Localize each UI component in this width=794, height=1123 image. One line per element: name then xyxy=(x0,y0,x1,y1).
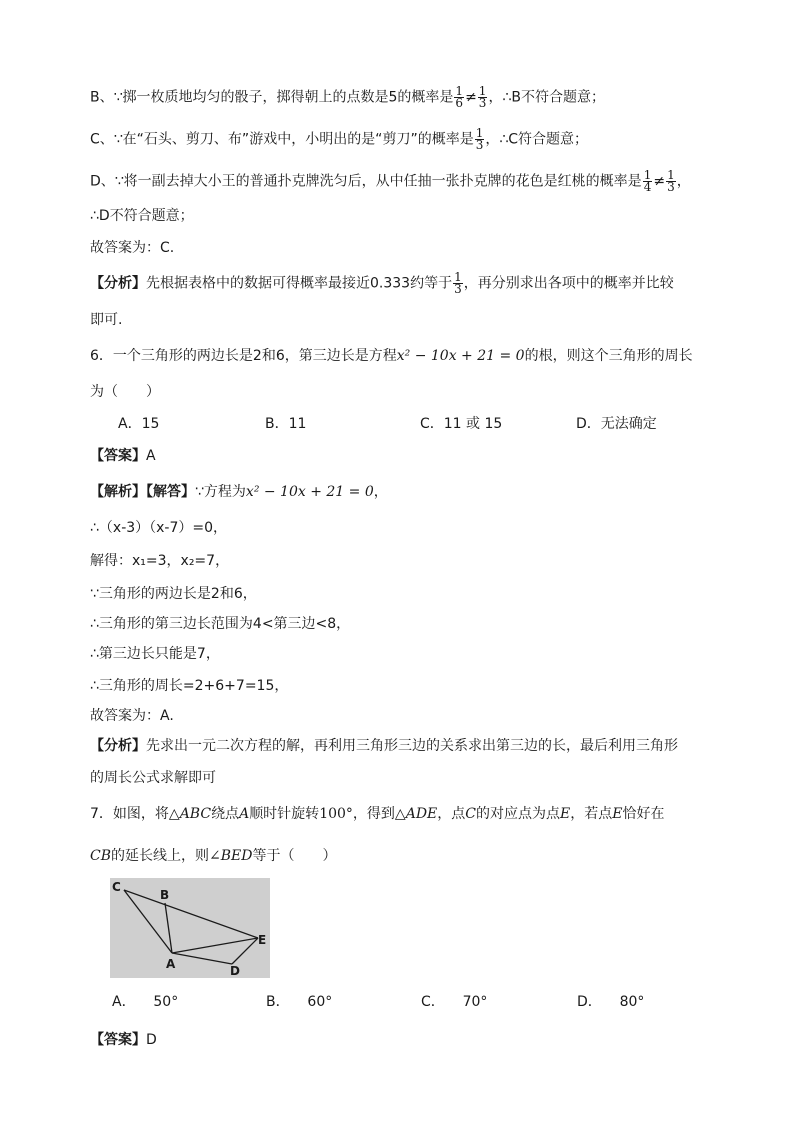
fraction: $\frac{1}{4}$ xyxy=(643,168,652,194)
label-a: A xyxy=(166,957,176,971)
solution-step: ∴第三边长只能是7， xyxy=(90,646,220,662)
solution-step: ∴（x-3）（x-7）=0， xyxy=(90,520,228,536)
fraction: $\frac{1}{3}$ xyxy=(667,168,675,194)
q6-option-b: B．11 xyxy=(265,416,307,432)
q7-option-d: D． 80° xyxy=(577,994,645,1010)
label-b: B xyxy=(160,888,170,902)
segment-ad xyxy=(172,953,232,964)
analysis-q6: 【分析】先求出一元二次方程的解，再利用三角形三边的关系求出第三边的长，最后利用三角形 xyxy=(90,738,678,754)
fraction: $\frac{1}{3}$ xyxy=(454,270,462,296)
option-c-explanation: C、∵在“石头、剪刀、布”游戏中，小明出的是“剪刀”的概率是 $\frac{1}{3}$ ，∴C符合题意； xyxy=(90,126,589,152)
analysis-q5-line2: 即可. xyxy=(90,312,123,328)
q6-option-a: A．15 xyxy=(118,416,160,432)
answer-q7: 【答案】D xyxy=(90,1032,157,1048)
triangle-diagram xyxy=(110,878,270,978)
q6-option-d: D．无法确定 xyxy=(576,416,657,432)
question-6-line2: 为（ ） xyxy=(90,384,160,400)
label-d: D xyxy=(230,964,240,978)
fraction: $\frac{1}{6}$ xyxy=(455,84,464,110)
question-7-line2: CB的延长线上，则∠BED等于（ ） xyxy=(90,848,337,864)
segment-ce xyxy=(124,890,258,938)
equation: x² − 10x + 21 = 0 xyxy=(245,484,374,500)
q7-option-c: C． 70° xyxy=(421,994,488,1010)
option-d-conclusion: ∴D不符合题意； xyxy=(90,208,194,224)
equation: x² − 10x + 21 = 0 xyxy=(396,348,525,364)
geometry-figure xyxy=(110,878,270,978)
option-d-explanation: D、∵将一副去掉大小王的普通扑克牌洗匀后，从中任抽一张扑克牌的花色是红桃的概率是 $\frac{1}{4}$ ≠ $\frac{1}{3}$ ， xyxy=(90,168,691,194)
q7-option-b: B． 60° xyxy=(266,994,333,1010)
question-7: 7．如图，将△ABC绕点A顺时针旋转100°，得到△ADE，点C的对应点为点E，若点E恰好在 xyxy=(90,806,665,822)
q6-option-c: C．11 或 15 xyxy=(420,416,503,432)
solution-step: 故答案为：A. xyxy=(90,708,174,724)
label-e: E xyxy=(258,933,267,947)
analysis-q5: 【分析】先根据表格中的数据可得概率最接近0.333约等于 $\frac{1}{3}$ ，再分别求出各项中的概率并比较 xyxy=(90,270,674,296)
solution-step: ∴三角形的周长=2+6+7=15， xyxy=(90,678,289,694)
solution-step: ∴三角形的第三边长范围为4<第三边<8， xyxy=(90,616,351,632)
question-6: 6．一个三角形的两边长是2和6，第三边长是方程x² − 10x + 21 = 0的根，则这个三角形的周长 xyxy=(90,348,693,364)
answer-q5: 故答案为：C. xyxy=(90,240,175,256)
analysis-q6-line2: 的周长公式求解即可 xyxy=(90,770,216,786)
fraction: $\frac{1}{3}$ xyxy=(475,126,484,152)
fraction: $\frac{1}{3}$ xyxy=(478,84,487,110)
answer-q6: 【答案】A xyxy=(90,448,156,464)
option-b-explanation: B、∵掷一枚质地均匀的骰子，掷得朝上的点数是5的概率是 $\frac{1}{6}$ ≠ $\frac{1}{3}$ ，∴B不符合题意； xyxy=(90,84,605,110)
label-c: C xyxy=(112,880,121,894)
solution-q6: 【解析】【解答】∵方程为x² − 10x + 21 = 0， xyxy=(90,484,388,500)
q7-option-a: A． 50° xyxy=(112,994,179,1010)
solution-step: ∵三角形的两边长是2和6， xyxy=(90,586,257,602)
solution-step: 解得：x₁=3，x₂=7， xyxy=(90,553,230,569)
